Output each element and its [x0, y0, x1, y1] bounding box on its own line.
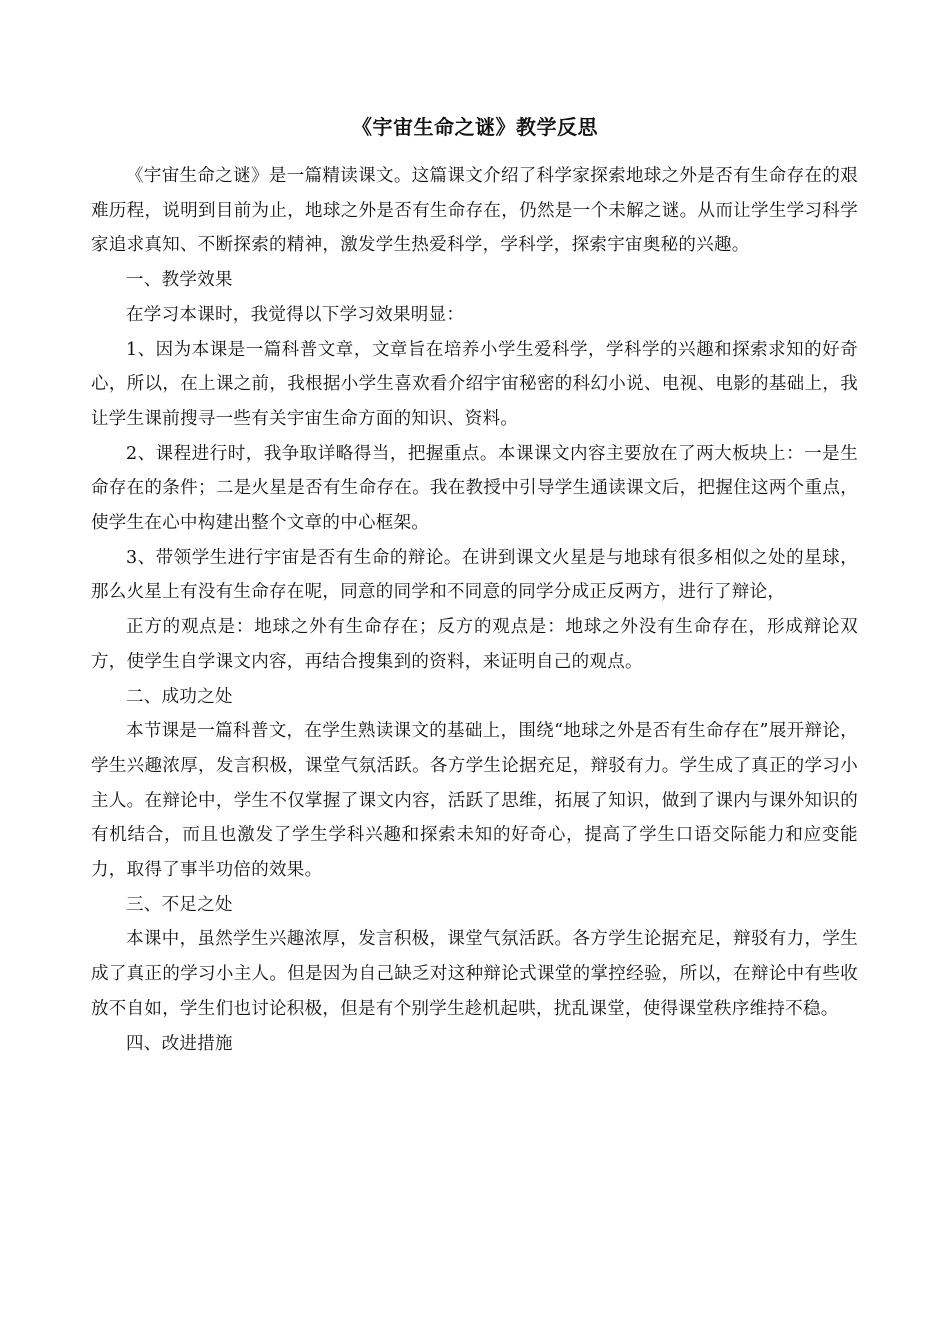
paragraph-debate-views: 正方的观点是：地球之外有生命存在；反方的观点是：地球之外没有生命存在，形成辩论双方，使学生自学课文内容，再结合搜集到的资料，来证明自己的观点。: [91, 617, 858, 672]
document-body: [91, 159, 858, 1061]
heading-improvements: 四、改进措施: [126, 1033, 233, 1054]
paragraph-shortcomings: 本课中，虽然学生兴趣浓厚，发言积极，课堂气氛活跃。各方学生论据充足，辩驳有力，学生成了真正的学习小主人。但是因为自己缺乏对这种辩论式课堂的掌控经验，所以，在辩论中有些收放不自如，学生们也讨论积极，但是有个别学生趁机起哄，扰乱课堂，使得课堂秩序维持不稳。: [91, 929, 858, 1019]
paragraph-intro: 《宇宙生命之谜》是一篇精读课文。这篇课文介绍了科学家探索地球之外是否有生命存在的艰难历程，说明到目前为止，地球之外是否有生命存在，仍然是一个未解之谜。从而让学生学习科学家追求真知、不断探索的精神，激发学生热爱科学，学科学，探索宇宙奥秘的兴趣。: [91, 166, 858, 256]
paragraph-success: 本节课是一篇科普文，在学生熟读课文的基础上，围绕“地球之外是否有生命存在”展开辩论，学生兴趣浓厚，发言积极，课堂气氛活跃。各方学生论据充足，辩驳有力。学生成了真正的学习小主人。在辩论中，学生不仅掌握了课文内容，活跃了思维，拓展了知识，做到了课内与课外知识的有机结合，而且也激发了学生学科兴趣和探索未知的好奇心，提高了学生口语交际能力和应变能力，取得了事半功倍的效果。: [91, 721, 858, 881]
heading-teaching-effect: 一、教学效果: [126, 270, 233, 291]
paragraph-effect-lead: 在学习本课时，我觉得以下学习效果明显：: [126, 304, 465, 325]
heading-success: 二、成功之处: [126, 686, 233, 707]
heading-shortcomings: 三、不足之处: [126, 894, 233, 915]
paragraph-effect-2: 2、课程进行时，我争取详略得当，把握重点。本课课文内容主要放在了两大板块上：一是生命存在的条件；二是火星是否有生命存在。我在教授中引导学生通读课文后，把握住这两个重点，使学生在心中构建出整个文章的中心框架。: [91, 443, 858, 534]
paragraph-effect-1: 1、因为本课是一篇科普文章，文章旨在培养小学生爱科学，学科学的兴趣和探索求知的好奇心，所以，在上课之前，我根据小学生喜欢看介绍宇宙秘密的科幻小说、电视、电影的基础上，我让学生课前搜寻一些有关宇宙生命方面的知识、资料。: [91, 339, 858, 429]
document-title: 《宇宙生命之谜》教学反思: [352, 115, 598, 139]
paragraph-effect-3: 3、带领学生进行宇宙是否有生命的辩论。在讲到课文火星是与地球有很多相似之处的星球，那么火星上有没有生命存在呢，同意的同学和不同意的同学分成正反两方，进行了辩论，: [91, 547, 858, 603]
